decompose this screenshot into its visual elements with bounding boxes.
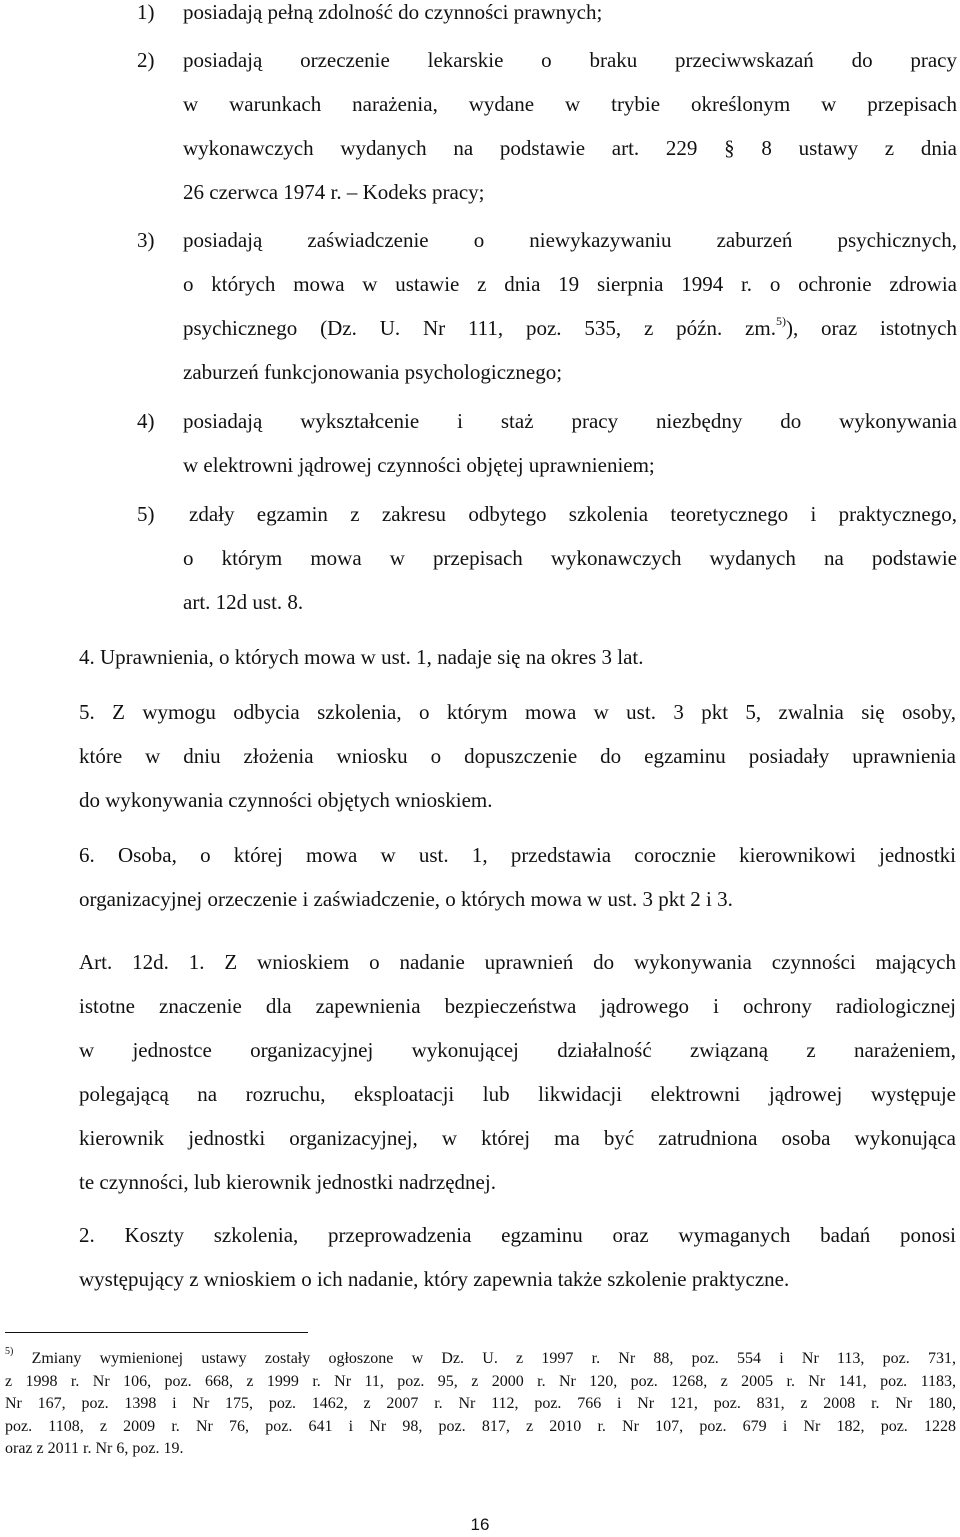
footnote-separator bbox=[5, 1332, 308, 1333]
paragraph-2 bbox=[79, 1213, 956, 1301]
list-item-text bbox=[183, 492, 957, 624]
footnote-line: z 1998 r. Nr 106, poz. 668, z 1999 r. Nr 11, poz. 95, z 2000 r. Nr 120, poz. 1268, z 2005 r. Nr 141, poz. 1183, bbox=[5, 1372, 956, 1390]
paragraph-5 bbox=[79, 690, 956, 822]
text-line: które w dniu złożenia wniosku o dopuszczenie do egzaminu posiadały uprawnienia bbox=[79, 744, 956, 768]
text-line: w warunkach narażenia, wydane w trybie określonym w przepisach bbox=[183, 92, 957, 116]
text-line: posiadają orzeczenie lekarskie o braku przeciwwskazań do pracy bbox=[183, 48, 957, 72]
text-line: istotne znaczenie dla zapewnienia bezpieczeństwa jądrowego i ochrony radiologicznej bbox=[79, 994, 956, 1018]
text-line: w jednostce organizacyjnej wykonującej działalność związaną z narażeniem, bbox=[79, 1038, 956, 1062]
text-line: posiadają wykształcenie i staż pracy niezbędny do wykonywania bbox=[183, 409, 957, 433]
text-line: występujący z wnioskiem o ich nadanie, który zapewnia także szkolenie praktyczne. bbox=[79, 1267, 790, 1291]
page-number: 16 bbox=[470, 1515, 490, 1534]
list-item-number: 2) bbox=[137, 48, 155, 72]
footnote-line: oraz z 2011 r. Nr 6, poz. 19. bbox=[5, 1440, 184, 1458]
text-line: o których mowa w ustawie z dnia 19 sierpnia 1994 r. o ochronie zdrowia bbox=[183, 272, 957, 296]
text-line: 6. Osoba, o której mowa w ust. 1, przedstawia corocznie kierownikowi jednostki bbox=[79, 843, 956, 867]
footnote-line: poz. 1108, z 2009 r. Nr 76, poz. 641 i Nr 98, poz. 817, z 2010 r. Nr 107, poz. 679 i Nr 182, poz. 1228 bbox=[5, 1417, 956, 1435]
text-line: psychicznego (Dz. U. Nr 111, poz. 535, z późn. zm.$^{5)}$), oraz istotnych bbox=[183, 314, 958, 340]
paragraph-6 bbox=[79, 833, 956, 921]
list-item-text bbox=[183, 0, 957, 34]
list-item-3 bbox=[137, 218, 957, 394]
list-item-number: 3) bbox=[137, 228, 155, 252]
footnote-line: $^{5)}$ Zmiany wymienionej ustawy zostały ogłoszone w Dz. U. z 1997 r. Nr 88, poz. 554 i Nr 113, poz. 731, bbox=[5, 1345, 956, 1367]
list-item-2 bbox=[137, 38, 957, 214]
list-item-4 bbox=[137, 399, 957, 487]
list-item-text bbox=[183, 218, 957, 394]
list-item-1 bbox=[137, 0, 957, 34]
text-line: kierownik jednostki organizacyjnej, w której ma być zatrudniona osoba wykonująca bbox=[79, 1126, 956, 1150]
footnote-line: Nr 167, poz. 1398 i Nr 175, poz. 1462, z 2007 r. Nr 112, poz. 766 i Nr 121, poz. 831, z 2008 r. Nr 180, bbox=[5, 1395, 956, 1413]
text-line: 5. Z wymogu odbycia szkolenia, o którym mowa w ust. 3 pkt 5, zwalnia się osoby, bbox=[79, 700, 956, 724]
list-item-5 bbox=[137, 492, 957, 624]
text-line: art. 12d ust. 8. bbox=[183, 590, 304, 614]
text-line: zdały egzamin z zakresu odbytego szkolenia teoretycznego i praktycznego, bbox=[189, 502, 957, 526]
footnote-marker: 5) bbox=[5, 1345, 14, 1357]
text-line: organizacyjnej orzeczenie i zaświadczenie, o których mowa w ust. 3 pkt 2 i 3. bbox=[79, 887, 733, 911]
text-line: 2. Koszty szkolenia, przeprowadzenia egzaminu oraz wymaganych badań ponosi bbox=[79, 1223, 956, 1247]
footnote bbox=[5, 1345, 956, 1461]
list-item-number: 4) bbox=[137, 409, 155, 433]
text-line: do wykonywania czynności objętych wnioskiem. bbox=[79, 788, 493, 812]
list-item-text bbox=[183, 38, 957, 214]
text-line: posiadają pełną zdolność do czynności prawnych; bbox=[183, 0, 603, 24]
text-line: Art. 12d. 1. Z wnioskiem o nadanie uprawnień do wykonywania czynności mających bbox=[79, 950, 956, 974]
list-item-number: 1) bbox=[137, 0, 155, 24]
text-line: wykonawczych wydanych na podstawie art. 229 § 8 ustawy z dnia bbox=[183, 136, 957, 160]
text-line: 26 czerwca 1974 r. – Kodeks pracy; bbox=[183, 180, 485, 204]
text-line: w elektrowni jądrowej czynności objętej uprawnieniem; bbox=[183, 453, 655, 477]
text-line: o którym mowa w przepisach wykonawczych wydanych na podstawie bbox=[183, 546, 957, 570]
paragraph-4 bbox=[79, 635, 956, 679]
text-line: zaburzeń funkcjonowania psychologicznego; bbox=[183, 360, 563, 384]
text-line: 4. Uprawnienia, o których mowa w ust. 1, nadaje się na okres 3 lat. bbox=[79, 645, 644, 669]
list-item-text bbox=[183, 399, 957, 487]
text-line: posiadają zaświadczenie o niewykazywaniu zaburzeń psychicznych, bbox=[183, 228, 957, 252]
list-item-number: 5) bbox=[137, 502, 155, 526]
footnote-ref[interactable]: 5) bbox=[775, 314, 786, 328]
article-12d bbox=[79, 940, 956, 1204]
text-line: polegającą na rozruchu, eksploatacji lub likwidacji elektrowni jądrowej występuje bbox=[79, 1082, 956, 1106]
text-line: te czynności, lub kierownik jednostki nadrzędnej. bbox=[79, 1170, 496, 1194]
